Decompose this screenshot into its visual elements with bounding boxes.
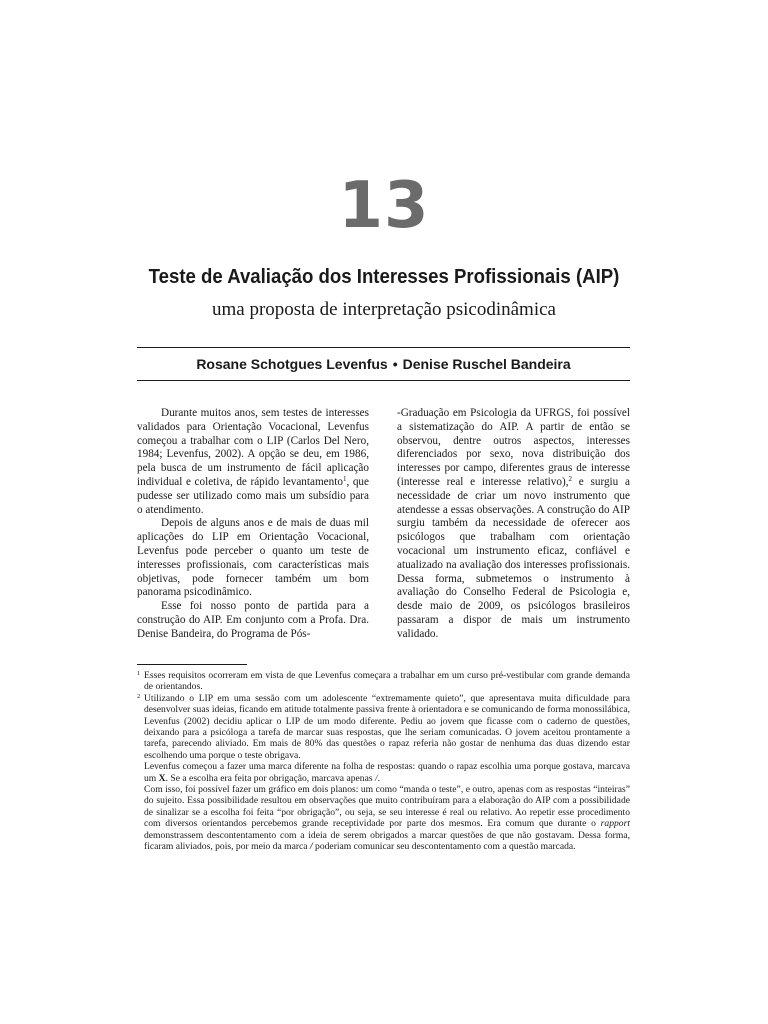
footnote-mark: 2 <box>137 692 141 700</box>
author-separator: • <box>392 356 398 372</box>
paragraph: -Graduação em Psicologia da UFRGS, foi possível a sistematização do AIP. A partir de então se observou, dentre outros aspectos, interesses diferenciados por sexo, nova distribuição dos interesses por campo, diferentes graus de interesse (interesse real e interesse relativo),$^2$ e surgiu a necessidade de criar um novo instrumento que atendesse a essas observações. A construção do AIP surgiu também da necessidade de oferecer aos psicólogos que trabalham com orientação vocacional um instrumento eficaz, confiável e atualizado na avaliação dos interesses profissionais. Dessa forma, submetemos o instrumento à avaliação do Conselho Federal de Psicologia e, desde maio de 2009, os psicólogos brasileiros passaram a dispor de mais um instrumento validado. <box>397 407 630 640</box>
footnote-mark: 1 <box>137 670 141 677</box>
paragraph: Durante muitos anos, sem testes de interesses validados para Orientação Vocacional, Levenfus começou a trabalhar com o LIP (Carlos Del Nero, 1984; Levenfus, 2002). A opção se deu, em 1986, pela busca de um instrumento de fácil aplicação individual e coletiva, de rápido levantamento$^1$, que pudesse ser utilizado como mais um subsídio para o atendimento. <box>137 407 369 516</box>
footnote-2: 2 Utilizando o LIP em uma sessão com um adolescente “extremamente quieto”, que apresentava muita dificuldade para desenvolver suas ideias, ficando em atitude totalmente passiva frente à orientadora e se comunicando de forma monossilábica, Levenfus (2002) decidiu aplicar o LIP de um modo diferente. Pediu ao jovem que ficasse com o caderno de questões, deixando para a psicóloga a tarefa de marcar suas respostas, que lhe seriam comunicadas. O jovem aceitou prontamente a tarefa, parecendo aliviado. Em mais de 80% das questões o rapaz referia não gostar de nenhuma das duas dizendo estar escolhendo uma porque o teste obrigava. <box>137 692 630 761</box>
paragraph: Esse foi nosso ponto de partida para a construção do AIP. Em conjunto com a Profa. Dra. Denise Bandeira, do Programa de Pós- <box>137 600 369 640</box>
footnote-1: 1 Esses requisitos ocorreram em vista de que Levenfus começara a trabalhar em um curso pré-vestibular com grande demanda de orientandos. <box>137 670 630 693</box>
chapter-title: Teste de Avaliação dos Interesses Profissionais (AIP) <box>148 266 620 288</box>
footnote-2-continuation: Com isso, foi possível fazer um gráfico em dois planos: um como “manda o teste”, e outro, apenas com as respostas “inteiras” do sujeito. Essa possibilidade resultou em observações que muito contribuíram para a elaboração do AIP com a possibilidade de sinalizar se a escolha foi feita “por obrigação”, ou seja, se seu interesse é real ou relativo. Ao repetir esse procedimento com diversos orientandos percebemos grande receptividade por parte dos mesmos. Era comum que durante o rapport demonstrassem descontentamento com a ideia de serem obrigados a marcar questões de que não gostavam. Dessa forma, ficaram aliviados, pois, por meio da marca / poderiam comunicar seu descontentamento com a questão marcada. <box>144 784 630 853</box>
authors-top-rule <box>137 347 630 348</box>
footnotes <box>137 670 630 853</box>
footnote-2-continuation: Levenfus começou a fazer uma marca diferente na folha de respostas: quando o rapaz escolhia uma porque gostava, marcava um X. Se a escolha era feita por obrigação, marcava apenas /. <box>144 761 630 784</box>
author-1: Rosane Schotgues Levenfus <box>196 356 388 372</box>
footnote-ref: 2 <box>568 474 572 483</box>
chapter-number: 13 <box>338 169 430 243</box>
footnote-ref: 1 <box>342 474 347 483</box>
chapter-subtitle: uma proposta de interpretação psicodinâmica <box>212 299 556 320</box>
author-2: Denise Ruschel Bandeira <box>402 356 571 372</box>
authors-bottom-rule <box>137 380 630 381</box>
paragraph: Depois de alguns anos e de mais de duas mil aplicações do LIP em Orientação Vocacional, Levenfus pode perceber o quanto um teste de interesses profissionais, com características mais objetivas, pode fornecer também um bom panorama psicodinâmico. <box>137 517 369 599</box>
authors-line <box>137 354 630 374</box>
footnote-separator <box>137 664 247 665</box>
body-column-right <box>397 407 630 642</box>
body-column-left <box>137 407 369 642</box>
